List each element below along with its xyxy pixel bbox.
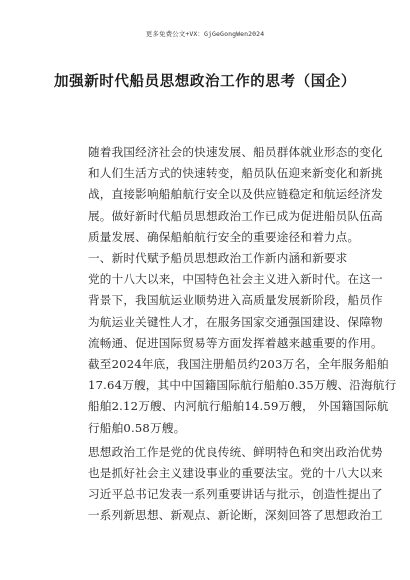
text-line: 17.64万艘，其中中国籍国际航行船舶0.35万艘、沿海航行 — [88, 378, 397, 393]
text-line: 质量发展、确保船舶航行安全的重要途径和着力点。 — [88, 229, 360, 244]
text-line: 一、新时代赋予船员思想政治工作新内涵和新要求 — [88, 251, 348, 266]
page-header: 更多免费公文+VX：GjGeGongWen2024 — [145, 30, 265, 38]
text-line: 党的十八大以来，中国特色社会主义进入新时代。在这一 — [88, 272, 383, 287]
document-title: 加强新时代船员思想政治工作的思考（国企） — [54, 73, 356, 90]
text-line: 流畅通、促进国际贸易等方面发挥着越来越重要的作用。 — [88, 335, 383, 350]
text-line: 背景下，我国航运业顺势进入高质量发展新阶段，船员作 — [88, 293, 383, 308]
text-line: 也是抓好社会主义建设事业的重要法宝。党的十八大以来 — [88, 466, 383, 481]
text-line: 截至2024年底，我国注册船员约203万名，全年服务船舶 — [88, 357, 389, 372]
text-line: 随着我国经济社会的快速发展、船员群体就业形态的变化 — [88, 145, 383, 159]
text-line: 为航运业关键性人才，在服务国家交通强国建设、保障物 — [88, 314, 383, 329]
text-line: 思想政治工作是党的优良传统、鲜明特色和突出政治优势 — [88, 444, 383, 459]
text-line: 展。做好新时代船员思想政治工作已成为促进船员队伍高 — [88, 208, 383, 223]
paragraph-background — [88, 269, 397, 439]
text-line: 和人们生活方式的快速转变，船员队伍迎来新变化和新挑 — [88, 166, 383, 181]
document-body — [88, 142, 397, 527]
paragraph-ideology — [88, 442, 383, 527]
text-line: 船舶2.12万艘、内河航行船舶14.59万艘， 外国籍国际航 — [88, 399, 389, 414]
text-line: 一系列新思想、新观点、新论断，深刻回答了思想政治工 — [88, 508, 383, 523]
text-line: 战，直接影响船舶航行安全以及供应链稳定和航运经济发 — [88, 187, 383, 202]
section-heading — [88, 248, 358, 269]
text-line: 行船舶0.58万艘。 — [88, 420, 186, 435]
text-line: 习近平总书记发表一系列重要讲话与批示，创造性提出了 — [88, 487, 383, 502]
paragraph-intro — [88, 142, 383, 248]
